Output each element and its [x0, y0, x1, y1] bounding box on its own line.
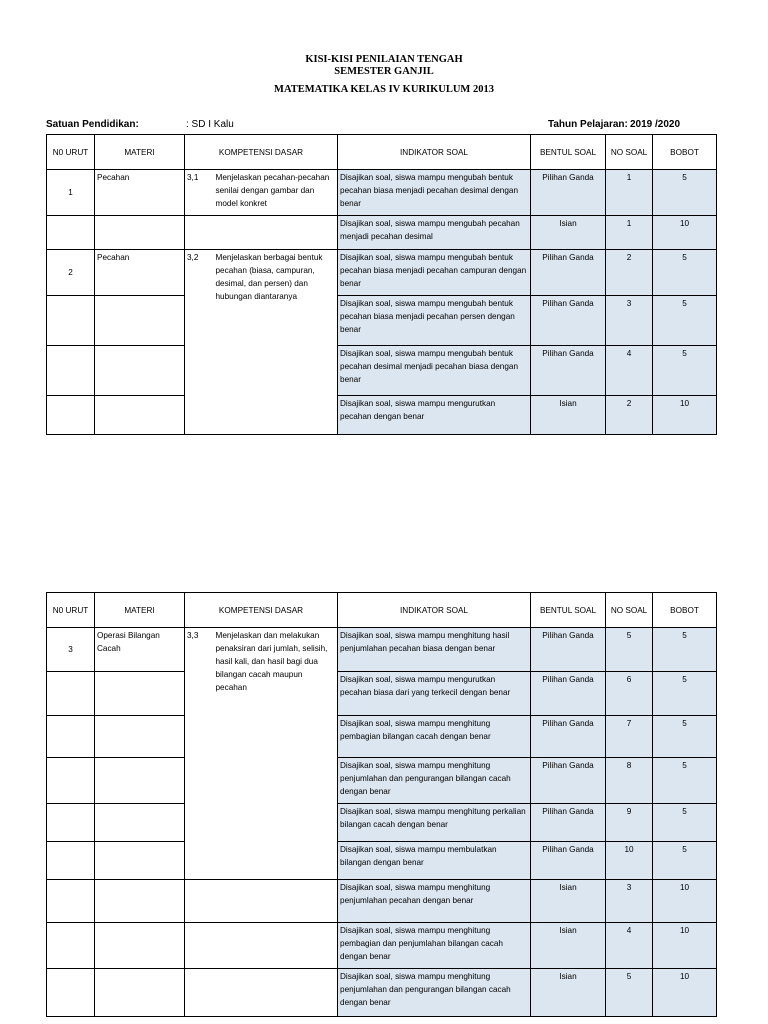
table-row — [47, 969, 717, 1017]
nosoal-cell: 5 — [606, 628, 653, 672]
row-number — [47, 969, 95, 1017]
indikator-cell: Disajikan soal, siswa mampu mengurutkan pecahan biasa dari yang terkecil dengan benar — [338, 672, 531, 716]
kd-number — [185, 216, 214, 250]
nosoal-cell: 5 — [606, 969, 653, 1017]
row-number — [47, 396, 95, 435]
bentuk-cell: Pilihan Ganda — [531, 672, 606, 716]
bentuk-cell: Pilihan Ganda — [531, 296, 606, 346]
indikator-cell: Disajikan soal, siswa mampu mengubah bentuk pecahan biasa menjadi pecahan campuran dengan benar — [338, 250, 531, 296]
bobot-cell: 10 — [653, 923, 717, 969]
kd-number: 3,1 — [185, 170, 214, 216]
bentuk-cell: Pilihan Ganda — [531, 346, 606, 396]
indikator-cell: Disajikan soal, siswa mampu menghitung pembagian bilangan cacah dengan benar — [338, 716, 531, 758]
materi-cell — [95, 396, 185, 435]
bentuk-cell: Isian — [531, 216, 606, 250]
column-header: BENTUL SOAL — [531, 593, 606, 628]
column-header: MATERI — [95, 135, 185, 170]
row-number — [47, 842, 95, 880]
indikator-cell: Disajikan soal, siswa mampu menghitung hasil penjumlahan pecahan biasa dengan benar — [338, 628, 531, 672]
nosoal-cell: 3 — [606, 296, 653, 346]
bobot-cell: 5 — [653, 842, 717, 880]
materi-cell: Operasi Bilangan Cacah — [95, 628, 185, 672]
table-row — [47, 880, 717, 923]
table-row — [47, 923, 717, 969]
table-row — [47, 346, 717, 396]
indikator-cell: Disajikan soal, siswa mampu menghitung penjumlahan pecahan dengan benar — [338, 880, 531, 923]
row-number — [47, 804, 95, 842]
table-row — [47, 216, 717, 250]
indikator-cell: Disajikan soal, siswa mampu mengubah pecahan menjadi pecahan desimal — [338, 216, 531, 250]
satuan-value: : SD I Kalu — [186, 119, 234, 130]
bentuk-cell: Pilihan Ganda — [531, 842, 606, 880]
materi-cell — [95, 969, 185, 1017]
bobot-cell: 5 — [653, 250, 717, 296]
table-row — [47, 170, 717, 216]
column-header: INDIKATOR SOAL — [338, 593, 531, 628]
nosoal-cell: 4 — [606, 923, 653, 969]
indikator-cell: Disajikan soal, siswa mampu menghitung penjumlahan dan pengurangan bilangan cacah dengan benar — [338, 758, 531, 804]
materi-cell — [95, 672, 185, 716]
table-row — [47, 250, 717, 296]
nosoal-cell: 10 — [606, 842, 653, 880]
materi-cell — [95, 758, 185, 804]
kd-text — [214, 969, 338, 1017]
tahun-label: Tahun Pelajaran: — [548, 119, 628, 130]
bentuk-cell: Pilihan Ganda — [531, 250, 606, 296]
bentuk-cell: Isian — [531, 396, 606, 435]
row-number — [47, 923, 95, 969]
indikator-cell: Disajikan soal, siswa mampu menghitung penjumlahan dan pengurangan bilangan cacah dengan benar — [338, 969, 531, 1017]
bentuk-cell: Pilihan Ganda — [531, 804, 606, 842]
table-row — [47, 672, 717, 716]
kd-number — [185, 969, 214, 1017]
kd-text: Menjelaskan berbagai bentuk pecahan (biasa, campuran, desimal, dan persen) dan hubungan diantaranya — [214, 250, 338, 435]
bentuk-cell: Isian — [531, 923, 606, 969]
satuan-label: Satuan Pendidikan: — [46, 119, 139, 130]
bentuk-cell: Isian — [531, 880, 606, 923]
indikator-cell: Disajikan soal, siswa mampu menghitung pembagian dan penjumlahan bilangan cacah dengan benar — [338, 923, 531, 969]
bentuk-cell: Isian — [531, 969, 606, 1017]
bobot-cell: 5 — [653, 716, 717, 758]
kd-number: 3,3 — [185, 628, 214, 880]
table-row — [47, 716, 717, 758]
indikator-cell: Disajikan soal, siswa mampu mengubah bentuk pecahan biasa menjadi pecahan desimal dengan benar — [338, 170, 531, 216]
bobot-cell: 5 — [653, 758, 717, 804]
column-header: BOBOT — [653, 593, 717, 628]
kisi-table-2 — [46, 592, 717, 1017]
table-row — [47, 296, 717, 346]
indikator-cell: Disajikan soal, siswa mampu menghitung perkalian bilangan cacah dengan benar — [338, 804, 531, 842]
materi-cell — [95, 880, 185, 923]
bobot-cell: 5 — [653, 672, 717, 716]
materi-cell — [95, 346, 185, 396]
materi-cell — [95, 296, 185, 346]
header-row — [47, 593, 717, 628]
column-header: N0 URUT — [47, 135, 95, 170]
bobot-cell: 10 — [653, 216, 717, 250]
row-number — [47, 346, 95, 396]
nosoal-cell: 3 — [606, 880, 653, 923]
indikator-cell: Disajikan soal, siswa mampu mengurutkan pecahan dengan benar — [338, 396, 531, 435]
indikator-cell: Disajikan soal, siswa mampu mengubah bentuk pecahan biasa menjadi pecahan persen dengan benar — [338, 296, 531, 346]
materi-cell — [95, 842, 185, 880]
column-header: KOMPETENSI DASAR — [185, 593, 338, 628]
row-number: 2 — [47, 250, 95, 296]
row-number — [47, 296, 95, 346]
row-number — [47, 880, 95, 923]
kd-text — [214, 923, 338, 969]
materi-cell — [95, 716, 185, 758]
bobot-cell: 10 — [653, 880, 717, 923]
column-header: NO SOAL — [606, 593, 653, 628]
bobot-cell: 5 — [653, 804, 717, 842]
column-header: INDIKATOR SOAL — [338, 135, 531, 170]
table-row — [47, 758, 717, 804]
nosoal-cell: 8 — [606, 758, 653, 804]
column-header: MATERI — [95, 593, 185, 628]
nosoal-cell: 9 — [606, 804, 653, 842]
header-row — [47, 135, 717, 170]
row-number — [47, 758, 95, 804]
kd-number: 3,2 — [185, 250, 214, 435]
kd-text — [214, 216, 338, 250]
bobot-cell: 5 — [653, 170, 717, 216]
row-number — [47, 672, 95, 716]
materi-cell — [95, 923, 185, 969]
kd-number — [185, 923, 214, 969]
nosoal-cell: 1 — [606, 216, 653, 250]
table-row — [47, 842, 717, 880]
materi-cell — [95, 216, 185, 250]
bentuk-cell: Pilihan Ganda — [531, 628, 606, 672]
row-number — [47, 216, 95, 250]
bentuk-cell: Pilihan Ganda — [531, 716, 606, 758]
bobot-cell: 5 — [653, 296, 717, 346]
kd-text — [214, 880, 338, 923]
materi-cell: Pecahan — [95, 170, 185, 216]
row-number: 1 — [47, 170, 95, 216]
bobot-cell: 10 — [653, 396, 717, 435]
column-header: BENTUL SOAL — [531, 135, 606, 170]
doc-subject: MATEMATIKA KELAS IV KURIKULUM 2013 — [274, 84, 494, 95]
column-header: NO SOAL — [606, 135, 653, 170]
table-row — [47, 628, 717, 672]
kd-number — [185, 880, 214, 923]
nosoal-cell: 2 — [606, 250, 653, 296]
nosoal-cell: 1 — [606, 170, 653, 216]
column-header: BOBOT — [653, 135, 717, 170]
nosoal-cell: 6 — [606, 672, 653, 716]
kd-text: Menjelaskan pecahan-pecahan senilai dengan gambar dan model konkret — [214, 170, 338, 216]
table-row — [47, 396, 717, 435]
bobot-cell: 5 — [653, 346, 717, 396]
tahun-value: 2019 /2020 — [630, 119, 681, 130]
nosoal-cell: 7 — [606, 716, 653, 758]
doc-title: KISI-KISI PENILAIAN TENGAH — [305, 54, 463, 65]
column-header: KOMPETENSI DASAR — [185, 135, 338, 170]
indikator-cell: Disajikan soal, siswa mampu membulatkan bilangan dengan benar — [338, 842, 531, 880]
row-number — [47, 716, 95, 758]
bobot-cell: 10 — [653, 969, 717, 1017]
bobot-cell: 5 — [653, 628, 717, 672]
nosoal-cell: 4 — [606, 346, 653, 396]
bentuk-cell: Pilihan Ganda — [531, 170, 606, 216]
kisi-table-1 — [46, 134, 717, 435]
materi-cell: Pecahan — [95, 250, 185, 296]
nosoal-cell: 2 — [606, 396, 653, 435]
row-number: 3 — [47, 628, 95, 672]
column-header: N0 URUT — [47, 593, 95, 628]
indikator-cell: Disajikan soal, siswa mampu mengubah bentuk pecahan desimal menjadi pecahan biasa dengan benar — [338, 346, 531, 396]
table-row — [47, 804, 717, 842]
kd-text: Menjelaskan dan melakukan penaksiran dari jumlah, selisih, hasil kali, dan hasil bagi dua bilangan cacah maupun pecahan — [214, 628, 338, 880]
materi-cell — [95, 804, 185, 842]
doc-subtitle: SEMESTER GANJIL — [334, 66, 434, 77]
bentuk-cell: Pilihan Ganda — [531, 758, 606, 804]
